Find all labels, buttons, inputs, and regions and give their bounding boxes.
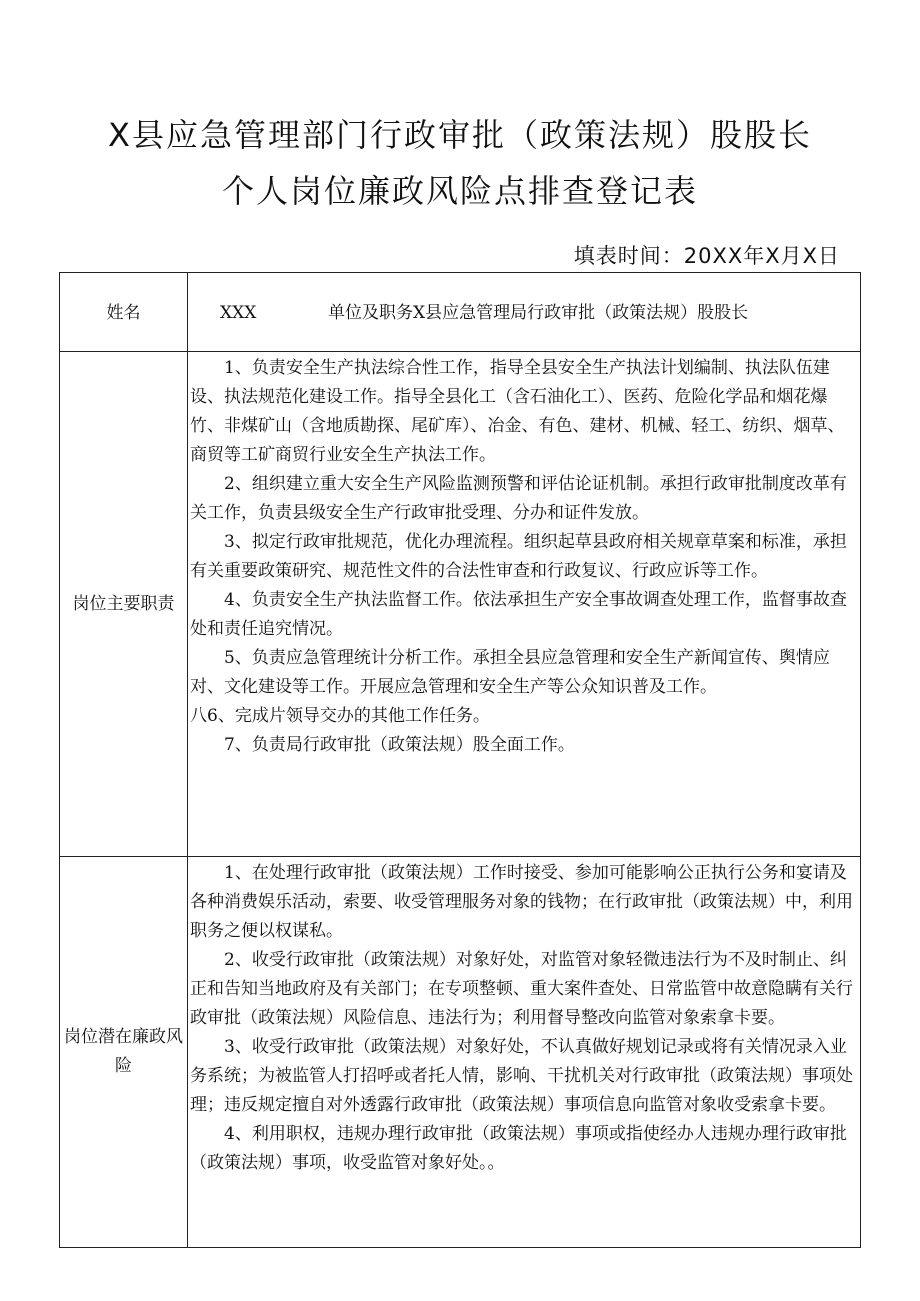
- risks-row: [60, 857, 861, 1248]
- duties-content: [188, 352, 861, 857]
- duty-item: 3、拟定行政审批规范，优化办理流程。组织起草县政府相关规章草案和标准，承担有关重要政策研究、规范性文件的合法性审查和行政复议、行政应诉等工作。: [190, 532, 847, 581]
- name-label: 姓名: [60, 273, 188, 352]
- duties-label: 岗位主要职责: [60, 352, 188, 857]
- duty-item: 2、组织建立重大安全生产风险监测预警和评估论证机制。承担行政审批制度改革有关工作，负责县级安全生产行政审批受理、分办和证件发放。: [190, 474, 847, 523]
- risk-item: 4、利用职权，违规办理行政审批（政策法规）事项或指使经办人违规办理行政审批（政策法规）事项，收受监管对象好处。。: [190, 1124, 847, 1173]
- name-row: [60, 273, 861, 352]
- duties-row: [60, 352, 861, 857]
- risks-content: [188, 857, 861, 1248]
- name-value-cell: [188, 273, 861, 352]
- risk-item: 3、收受行政审批（政策法规）对象好处，不认真做好规划记录或将有关情况录入业务系统；为被监管人打招呼或者托人情，影响、干扰机关对行政审批（政策法规）事项处理；违反规定擅自对外透露行政审批（政策法规）事项信息向监管对象收受索拿卡要。: [190, 1037, 853, 1115]
- position-text: 单位及职务X县应急管理局行政审批（政策法规）股股长: [328, 303, 749, 323]
- document-title-line-2: 个人岗位廉政风险点排查登记表: [221, 172, 698, 210]
- duty-item: 7、负责局行政审批（政策法规）股全面工作。: [224, 735, 575, 755]
- duty-item: 八6、完成片领导交办的其他工作任务。: [190, 706, 490, 726]
- duty-item: 1、负责安全生产执法综合性工作，指导全县安全生产执法计划编制、执法队伍建设、执法规范化建设工作。指导全县化工（含石油化工）、医药、危险化学品和烟花爆竹、非煤矿山（含地质勘探、尾矿库）、冶金、有色、建材、机械、轻工、纺织、烟草、商贸等工矿商贸行业安全生产执法工作。: [190, 358, 845, 465]
- risk-item: 1、在处理行政审批（政策法规）工作时接受、参加可能影响公正执行公务和宴请及各种消费娱乐活动，索要、收受管理服务对象的钱物；在行政审批（政策法规）中，利用职务之便以权谋私。: [190, 863, 853, 941]
- person-name: XXX: [220, 303, 257, 323]
- risks-label: 岗位潜在廉政风险: [60, 857, 188, 1248]
- document-title-line-1: X县应急管理部门行政审批（政策法规）股股长: [108, 116, 812, 154]
- risk-item: 2、收受行政审批（政策法规）对象好处，对监管对象轻微违法行为不及时制止、纠正和告知当地政府及有关部门；在专项整顿、重大案件查处、日常监管中故意隐瞒有关行政审批（政策法规）风险信息、违法行为；利用督导整改向监管对象索拿卡要。: [190, 950, 853, 1028]
- duty-item: 5、负责应急管理统计分析工作。承担全县应急管理和安全生产新闻宣传、舆情应对、文化建设等工作。开展应急管理和安全生产等公众知识普及工作。: [190, 648, 830, 697]
- duty-item: 4、负责安全生产执法监督工作。依法承担生产安全事故调查处理工作，监督事故查处和责任追究情况。: [190, 590, 847, 639]
- fill-date: 填表时间：20XX年X月X日: [573, 244, 840, 268]
- registration-table: [59, 272, 861, 1248]
